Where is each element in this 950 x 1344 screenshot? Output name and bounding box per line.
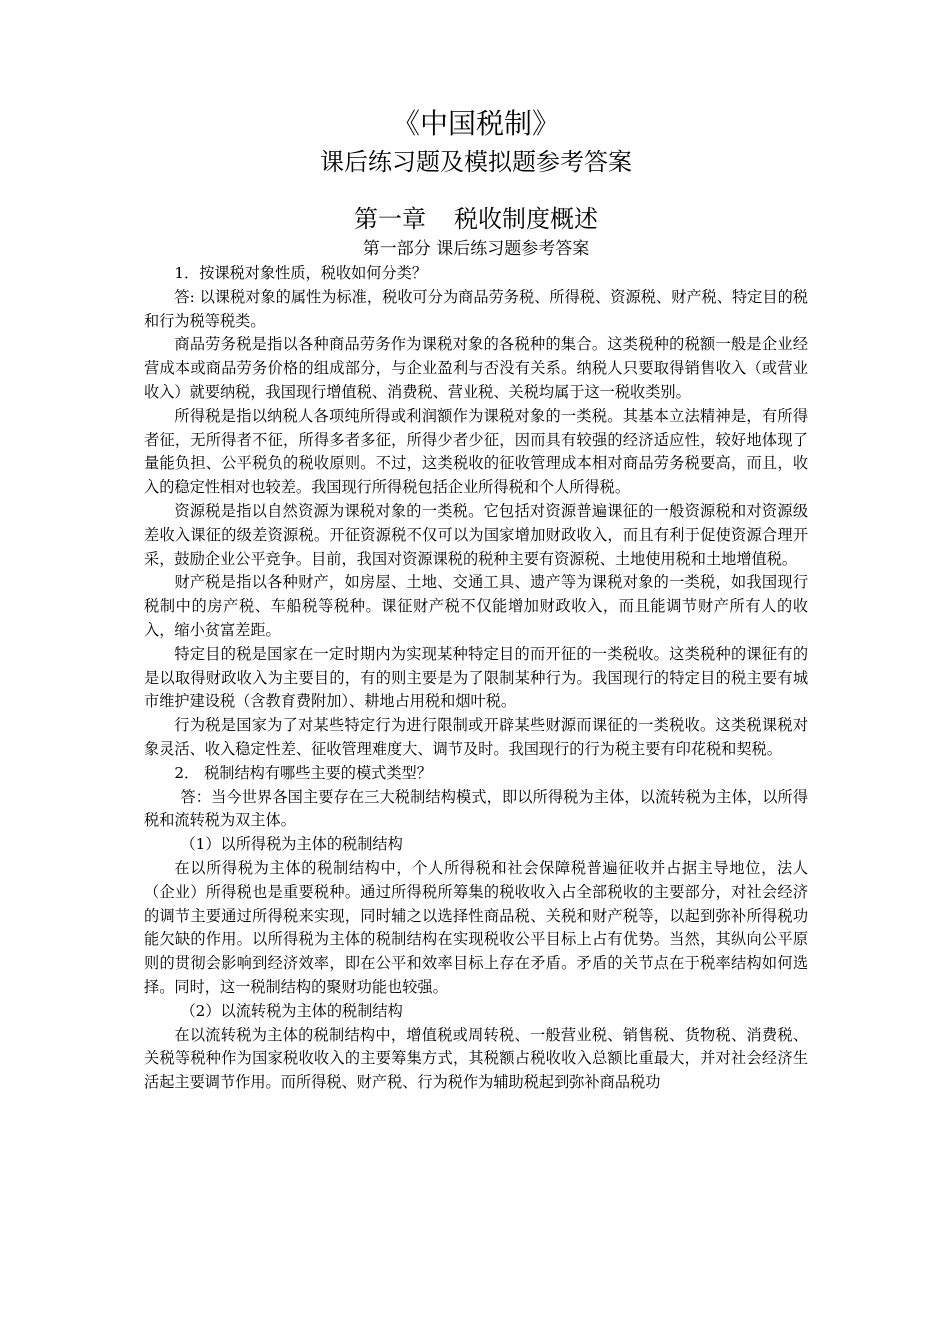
part-heading: 第一部分 课后练习题参考答案 bbox=[362, 239, 590, 259]
answer-1-intro: 答: 以课税对象的属性为标准，税收可分为商品劳务税、所得税、资源税、财产税、特定目的税和行为税等税类。 bbox=[144, 287, 808, 330]
paragraph-turnover-tax-structure: 在以流转税为主体的税制结构中，增值税或周转税、一般营业税、销售税、货物税、消费税、关税等税种作为国家税收收入的主要筹集方式，其税额占税收收入总额比重最大，并对社会经济生活起主要调节作用。而所得税、财产税、行为税作为辅助税起到弥补商品税功 bbox=[144, 1025, 808, 1092]
paragraph-special-purpose-tax: 特定目的税是国家在一定时期内为实现某种特定目的而开征的一类税收。这类税种的课征有的是以取得财政收入为主要目的，有的则主要是为了限制某种行为。我国现行的特定目的税主要有城市维护建设税（含教育费附加）、耕地占用税和烟叶税。 bbox=[144, 644, 808, 711]
document-page bbox=[144, 104, 808, 1095]
question-2: 2． 税制结构有哪些主要的模式类型？ bbox=[174, 763, 432, 782]
paragraph-income-tax: 所得税是指以纳税人各项纯所得或利润额作为课税对象的一类税。其基本立法精神是，有所得者征，无所得者不征，所得多者多征，所得少者少征，因而具有较强的经济适应性，较好地体现了量能负担、公平税负的税收原则。不过，这类税收的征收管理成本相对商品劳务税要高，而且，收入的稳定性相对也较差。我国现行所得税包括企业所得税和个人所得税。 bbox=[144, 406, 808, 497]
subheading-turnover-tax-structure: （2）以流转税为主体的税制结构 bbox=[180, 1001, 403, 1020]
chapter-heading bbox=[144, 202, 808, 236]
subheading-income-tax-structure: （1）以所得税为主体的税制结构 bbox=[180, 835, 403, 854]
document-subtitle: 课后练习题及模拟题参考答案 bbox=[320, 148, 632, 176]
document-title: 《中国税制》 bbox=[391, 107, 560, 140]
paragraph-income-tax-structure: 在以所得税为主体的税制结构中，个人所得税和社会保障税普遍征收并占据主导地位，法人（企业）所得税也是重要税种。通过所得税所筹集的税收收入占全部税收的主要部分，对社会经济的调节主要通过所得税来实现，同时辅之以选择性商品税、关税和财产税等，以起到弥补所得税功能欠缺的作用。以所得税为主体的税制结构在实现税收公平目标上占有优势。当然，其纵向公平原则的贯彻会影响到经济效率，即在公平和效率目标上存在矛盾。矛盾的关节点在于税率结构如何选择。同时，这一税制结构的聚财功能也较强。 bbox=[144, 858, 808, 996]
paragraph-commodity-tax: 商品劳务税是指以各种商品劳务作为课税对象的各税种的集合。这类税种的税额一般是企业经营成本或商品劳务价格的组成部分，与企业盈利与否没有关系。纳税人只要取得销售收入（或营业收入）就要纳税，我国现行增值税、消费税、营业税、关税均属于这一税收类别。 bbox=[144, 335, 808, 401]
answer-2-intro: 答：当今世界各国主要存在三大税制结构模式，即以所得税为主体，以流转税为主体，以所得税和流转税为双主体。 bbox=[144, 787, 808, 830]
paragraph-resource-tax: 资源税是指以自然资源为课税对象的一类税。它包括对资源普遍课征的一般资源税和对资源级差收入课征的级差资源税。开征资源税不仅可以为国家增加财政收入，而且有利于促使资源合理开采，鼓励企业公平竞争。目前，我国对资源课税的税种主要有资源税、土地使用税和土地增值税。 bbox=[144, 501, 808, 568]
paragraph-behavior-tax: 行为税是国家为了对某些特定行为进行限制或开辟某些财源而课征的一类税收。这类税课税对象灵活、收入稳定性差、征收管理难度大、调节及时。我国现行的行为税主要有印花税和契税。 bbox=[144, 716, 808, 758]
question-1: 1．按课税对象性质，税收如何分类？ bbox=[174, 264, 428, 282]
chapter-name: 税收制度概述 bbox=[454, 205, 598, 233]
chapter-number: 第一章 bbox=[354, 205, 426, 233]
paragraph-property-tax: 财产税是指以各种财产，如房屋、土地、交通工具、遗产等为课税对象的一类税，如我国现行税制中的房产税、车船税等税种。课征财产税不仅能增加财政收入，而且能调节财产所有人的收入，缩小贫富差距。 bbox=[144, 573, 808, 639]
